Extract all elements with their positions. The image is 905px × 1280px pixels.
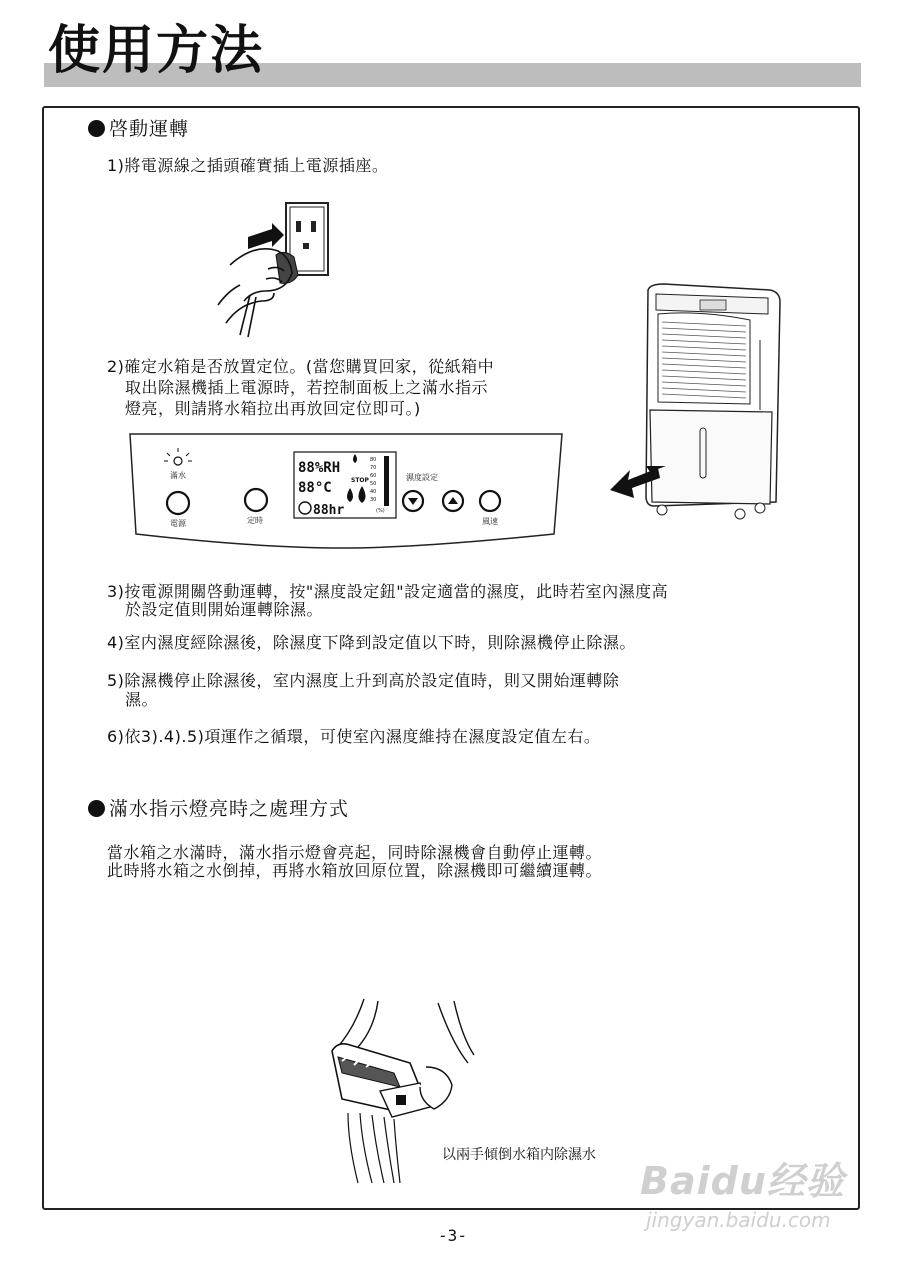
dehumidifier-illustration [600, 280, 790, 520]
bullet-icon [88, 120, 105, 137]
step-2-line-3: 燈亮，則請將水箱拉出再放回定位即可。) [125, 399, 421, 418]
timer-button[interactable] [245, 489, 267, 511]
step-1: 1)將電源線之插頭確實插上電源插座。 [107, 156, 389, 175]
stop-label: STOP [351, 477, 369, 484]
humidity-up-button[interactable] [443, 491, 463, 511]
pour-caption: 以兩手傾倒水箱内除濕水 [442, 1147, 596, 1163]
full-water-label: 滿水 [170, 471, 186, 480]
scale-80: 80 [370, 457, 377, 463]
scale-30: 30 [370, 497, 377, 503]
step-2-line-1: 2)確定水箱是否放置定位。(當您購買回家，從紙箱中 [107, 357, 495, 376]
bullet-icon [88, 800, 105, 817]
page-title: 使用方法 [48, 21, 265, 81]
full-water-line-2: 此時將水箱之水倒掉，再將水箱放回原位置，除濕機即可繼續運轉。 [107, 861, 603, 880]
step-6: 6)依3).4).5)項運作之循環，可使室內濕度維持在濕度設定值左右。 [107, 727, 601, 746]
watermark-url: jingyan.baidu.com [646, 1208, 831, 1232]
plug-illustration [210, 195, 340, 340]
fan-speed-label: 風速 [482, 517, 498, 526]
fan-speed-button[interactable] [480, 491, 500, 511]
step-5-line-1: 5)除濕機停止除濕後，室内濕度上升到高於設定值時，則又開始運轉除 [107, 671, 620, 690]
display-rh: 88%RH [298, 460, 341, 476]
baidu-watermark [640, 1150, 845, 1232]
humidity-bar [384, 456, 389, 506]
power-button[interactable] [167, 492, 189, 514]
section-full-water-heading-text: 滿水指示燈亮時之處理方式 [109, 798, 350, 820]
control-panel-illustration [118, 430, 570, 552]
timer-label: 定時 [247, 516, 263, 525]
scale-60: 60 [370, 473, 377, 479]
step-2-line-2: 取出除濕機插上電源時，若控制面板上之滿水指示 [125, 378, 489, 397]
watermark-brand: Baidu经验 [640, 1159, 845, 1203]
page-number: -3- [438, 1226, 467, 1245]
display-hr: 88hr [313, 503, 345, 518]
section-full-water-heading [88, 797, 349, 821]
section-startup-heading [88, 117, 189, 141]
scale-unit: (%) [376, 508, 385, 514]
scale-50: 50 [370, 481, 377, 487]
power-label: 電源 [170, 519, 186, 528]
display-temp: 88°C [298, 480, 332, 496]
section-startup-heading-text: 啓動運轉 [109, 118, 190, 140]
step-3-line-1: 3)按電源開關啓動運轉，按"濕度設定鈕"設定適當的濕度，此時若室內濕度高 [107, 582, 669, 601]
lcd-display [294, 452, 396, 518]
humidity-down-button[interactable] [403, 491, 423, 511]
humidity-setting-label: 濕度設定 [406, 473, 438, 482]
step-5-line-2: 濕。 [125, 690, 159, 709]
scale-70: 70 [370, 465, 377, 471]
scale-40: 40 [370, 489, 377, 495]
full-water-line-1: 當水箱之水滿時，滿水指示燈會亮起，同時除濕機會自動停止運轉。 [107, 843, 603, 862]
step-3-line-2: 於設定值則開始運轉除濕。 [125, 600, 324, 619]
step-4: 4)室内濕度經除濕後，除濕度下降到設定值以下時，則除濕機停止除濕。 [107, 633, 636, 652]
